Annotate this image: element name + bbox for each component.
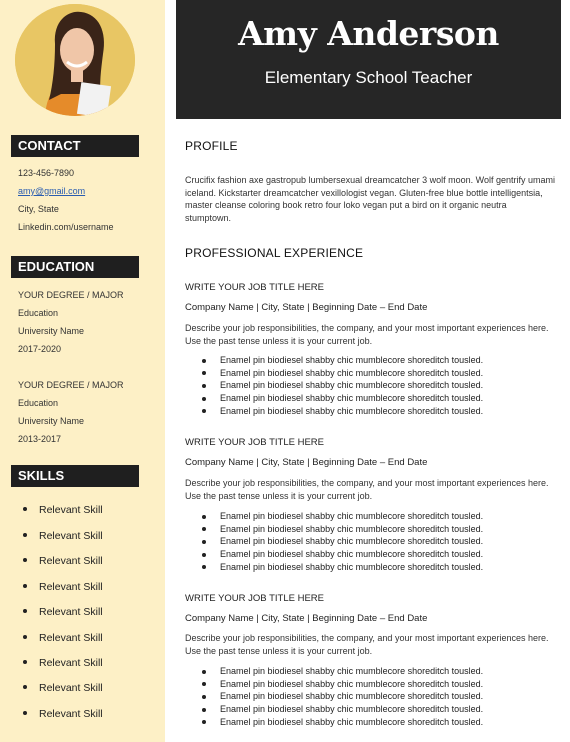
profile-text: Crucifix fashion axe gastropub lumbersexual dreamcatcher 3 wolf moon. Wolf gentrify umami iceland. Kickstarter dreamcatcher vexillologist vegan. Gluten-free blue bottle intelligentsia, master cleanse coloring book retro four loko vegan put a bird on it organic neutra stumptown. [185,175,555,223]
job-bullet-list [185,510,555,574]
job-title: WRITE YOUR JOB TITLE HERE [185,593,325,604]
contact-heading: CONTACT [11,135,139,157]
sidebar [0,0,165,742]
profile-photo [15,4,135,116]
job-company-line: Company Name | City, State | Beginning Date – End Date [185,457,428,468]
job-bullet: Enamel pin biodiesel shabby chic mumblecore shoreditch tousled. [185,367,555,380]
skill-item: Relevant Skill [23,530,103,542]
job-bullet: Enamel pin biodiesel shabby chic mumblecore shoreditch tousled. [185,703,555,716]
contact-email-link[interactable]: amy@gmail.com [18,186,86,196]
job-bullet-list [185,665,555,729]
job-bullet-list [185,354,555,418]
education-field: Education [18,308,59,318]
header-banner [176,0,561,119]
job-bullet: Enamel pin biodiesel shabby chic mumblecore shoreditch tousled. [185,510,555,523]
education-years: 2013-2017 [18,434,62,444]
education-field: Education [18,398,59,408]
job-title: WRITE YOUR JOB TITLE HERE [185,282,325,293]
education-degree: YOUR DEGREE / MAJOR [18,290,124,300]
contact-location: City, State [18,204,59,214]
job-company-line: Company Name | City, State | Beginning Date – End Date [185,302,428,313]
contact-linkedin: Linkedin.com/username [18,222,114,232]
skill-item: Relevant Skill [23,581,103,593]
job-description: Describe your job responsibilities, the company, and your most important experiences here. Use the past tense unless it is your current job. [185,478,549,501]
experience-heading: PROFESSIONAL EXPERIENCE [185,246,364,260]
job-title: WRITE YOUR JOB TITLE HERE [185,437,325,448]
person-name: Amy Anderson [238,14,499,53]
skill-item: Relevant Skill [23,555,103,567]
contact-phone: 123-456-7890 [18,168,75,178]
avatar [15,4,135,116]
job-bullet: Enamel pin biodiesel shabby chic mumblecore shoreditch tousled. [185,354,555,367]
skill-item: Relevant Skill [23,708,103,720]
job-bullet: Enamel pin biodiesel shabby chic mumblecore shoreditch tousled. [185,690,555,703]
education-degree: YOUR DEGREE / MAJOR [18,380,124,390]
job-bullet: Enamel pin biodiesel shabby chic mumblecore shoreditch tousled. [185,535,555,548]
job-bullet: Enamel pin biodiesel shabby chic mumblecore shoreditch tousled. [185,678,555,691]
job-bullet: Enamel pin biodiesel shabby chic mumblecore shoreditch tousled. [185,523,555,536]
job-company-line: Company Name | City, State | Beginning Date – End Date [185,613,428,624]
job-title-headline: Elementary School Teacher [264,68,473,87]
profile-heading: PROFILE [185,139,238,153]
job-bullet: Enamel pin biodiesel shabby chic mumblecore shoreditch tousled. [185,665,555,678]
skills-heading: SKILLS [11,465,139,487]
skill-item: Relevant Skill [23,632,103,644]
job-bullet: Enamel pin biodiesel shabby chic mumblecore shoreditch tousled. [185,548,555,561]
skill-item: Relevant Skill [23,606,103,618]
skill-item: Relevant Skill [23,657,103,669]
education-school: University Name [18,416,85,426]
job-bullet: Enamel pin biodiesel shabby chic mumblecore shoreditch tousled. [185,379,555,392]
education-years: 2017-2020 [18,344,62,354]
job-bullet: Enamel pin biodiesel shabby chic mumblecore shoreditch tousled. [185,405,555,418]
job-bullet: Enamel pin biodiesel shabby chic mumblecore shoreditch tousled. [185,561,555,574]
education-heading: EDUCATION [11,256,139,278]
job-description: Describe your job responsibilities, the company, and your most important experiences here. Use the past tense unless it is your current job. [185,633,549,656]
job-description: Describe your job responsibilities, the company, and your most important experiences here. Use the past tense unless it is your current job. [185,323,549,346]
education-school: University Name [18,326,85,336]
job-bullet: Enamel pin biodiesel shabby chic mumblecore shoreditch tousled. [185,392,555,405]
job-bullet: Enamel pin biodiesel shabby chic mumblecore shoreditch tousled. [185,716,555,729]
skill-item: Relevant Skill [23,504,103,516]
skill-item: Relevant Skill [23,682,103,694]
